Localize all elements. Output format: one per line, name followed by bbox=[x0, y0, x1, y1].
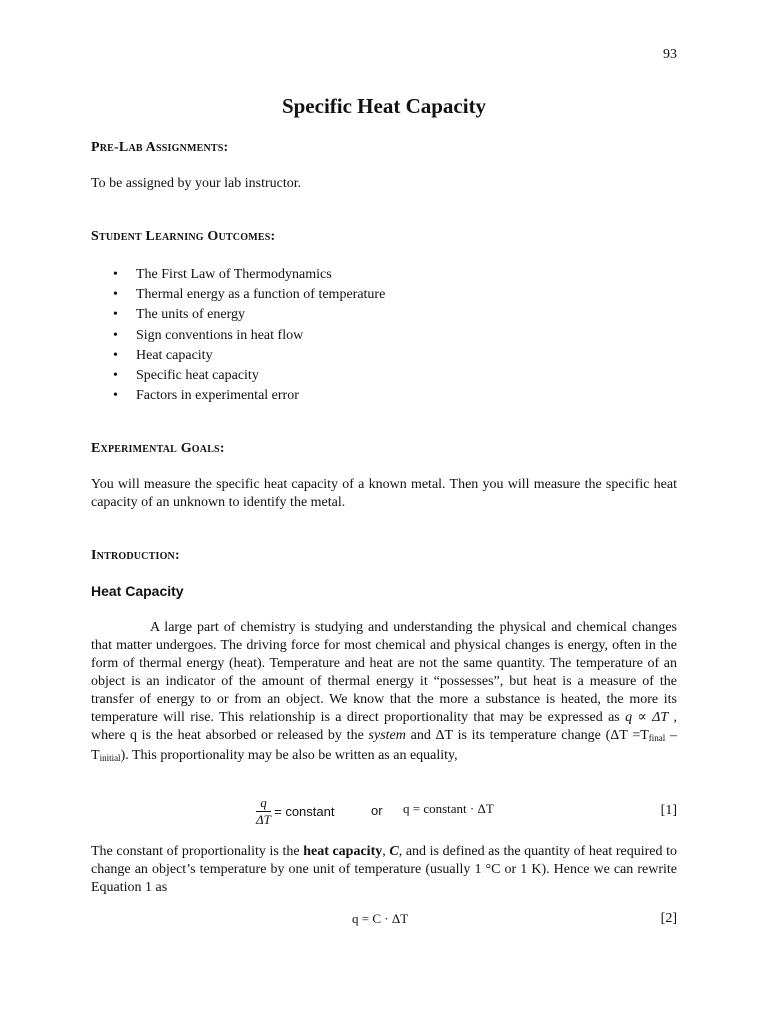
intro-text-d: – T bbox=[91, 728, 678, 763]
intro-text-e: ). This proportionality may be also be written as an equality, bbox=[120, 748, 458, 763]
equation-1-number: [1] bbox=[660, 803, 677, 818]
equation-2: q = C · ΔT bbox=[352, 911, 409, 926]
introduction-heading: Introduction: bbox=[91, 548, 180, 563]
outcomes-heading: Student Learning Outcomes: bbox=[91, 229, 276, 244]
bullet-icon: • bbox=[113, 388, 118, 404]
prelab-text: To be assigned by your lab instructor. bbox=[91, 176, 302, 191]
hc-text-b: , and is defined as the quantity of heat required to change an object’s temperature by one unit of temperature (usually 1 °C or 1 K). Hence we can rewrite Equation 1 as bbox=[91, 844, 678, 895]
equation-1-or: or bbox=[371, 803, 383, 818]
heat-capacity-term: heat capacity bbox=[303, 844, 383, 859]
hc-text-a: The constant of proportionality is the bbox=[91, 844, 304, 859]
goals-heading: Experimental Goals: bbox=[91, 441, 225, 456]
bullet-icon: • bbox=[113, 327, 118, 343]
list-item-text: Sign conventions in heat flow bbox=[136, 327, 304, 343]
hc-comma: , bbox=[382, 844, 390, 859]
bullet-icon: • bbox=[113, 307, 118, 323]
equation-2-number: [2] bbox=[660, 911, 677, 926]
goals-text: You will measure the specific heat capacity of a known metal. Then you will measure the specific heat capacity of an unknown to identify the metal. bbox=[91, 477, 677, 510]
fraction-numerator: q bbox=[256, 795, 271, 812]
list-item bbox=[91, 386, 385, 406]
list-item-text: Factors in experimental error bbox=[136, 388, 299, 404]
heat-capacity-paragraph bbox=[91, 843, 677, 897]
intro-text-c: and ΔT is its temperature change (ΔT =T bbox=[405, 728, 649, 743]
list-item bbox=[91, 305, 385, 325]
subscript-final: final bbox=[648, 733, 666, 743]
list-item bbox=[91, 326, 385, 346]
fraction-denominator: ΔT bbox=[256, 812, 271, 827]
outcomes-list bbox=[91, 265, 385, 406]
bullet-icon: • bbox=[113, 367, 118, 383]
equation-1-alt: q = constant · ΔT bbox=[403, 801, 494, 816]
intro-text-b: , where q is the heat absorbed or released by the bbox=[91, 710, 678, 743]
equation-1-rhs: = constant bbox=[274, 804, 335, 819]
list-item-text: Heat capacity bbox=[136, 347, 213, 363]
list-item bbox=[91, 265, 385, 285]
bullet-icon: • bbox=[113, 347, 118, 363]
bullet-icon: • bbox=[113, 267, 118, 282]
list-item-text: Specific heat capacity bbox=[136, 367, 259, 383]
intro-text-a: A large part of chemistry is studying and understanding the physical and chemical changes that matter undergoes. The driving force for most chemical and physical changes is energy, often in the form of thermal energy (heat). Temperature and heat are not the same quantity. The temperature of an object is an indicator of the amount of thermal energy it “possesses”, but heat is a measure of the transfer of energy to or from an object. We know that the more a substance is heated, the more its temperature will rise. This relationship is a direct proportionality that may be expressed as bbox=[91, 620, 677, 725]
page-number: 93 bbox=[663, 47, 677, 62]
prelab-heading: Pre-Lab Assignments: bbox=[91, 140, 229, 155]
equation-1 bbox=[256, 795, 334, 828]
list-item-text: The units of energy bbox=[136, 307, 245, 323]
heat-capacity-subheading: Heat Capacity bbox=[91, 583, 184, 599]
list-item-text: Thermal energy as a function of temperature bbox=[136, 287, 386, 303]
page-title: Specific Heat Capacity bbox=[281, 94, 487, 118]
equation-1-fraction bbox=[256, 795, 271, 828]
proportionality-expression: q ∝ ΔT bbox=[625, 710, 669, 725]
subscript-initial: initial bbox=[99, 753, 121, 763]
list-item bbox=[91, 346, 385, 366]
list-item bbox=[91, 366, 385, 386]
list-item-text: The First Law of Thermodynamics bbox=[136, 267, 332, 282]
system-term: system bbox=[368, 728, 406, 743]
intro-paragraph bbox=[91, 619, 677, 767]
bullet-icon: • bbox=[113, 287, 118, 303]
heat-capacity-symbol: C bbox=[389, 844, 399, 859]
list-item bbox=[91, 285, 385, 305]
